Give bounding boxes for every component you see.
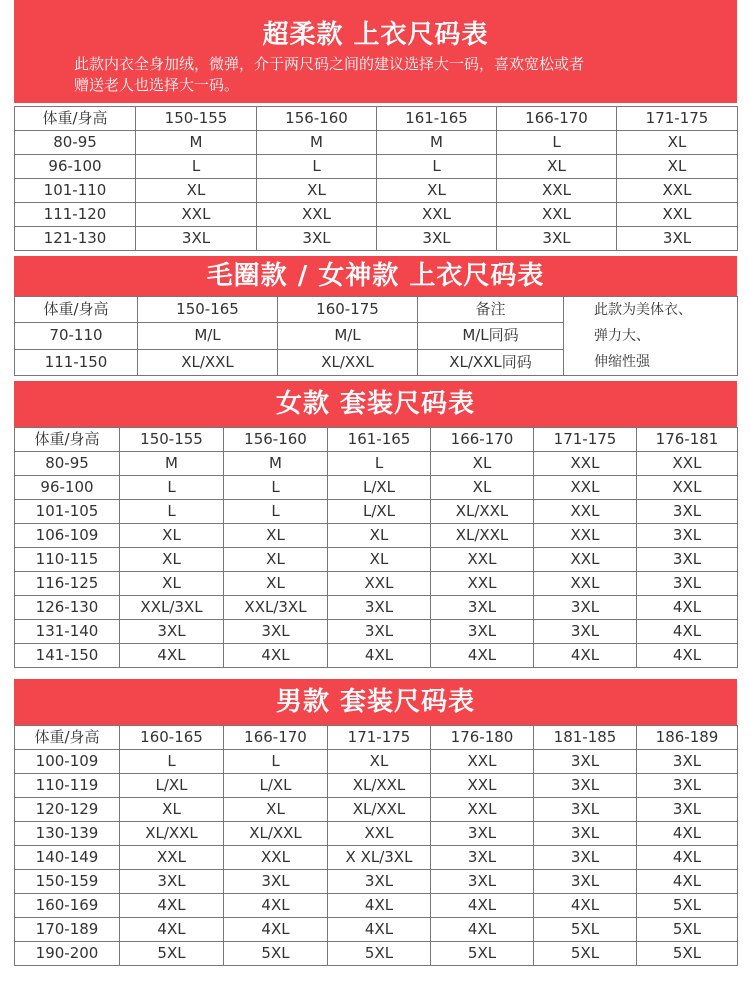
s4-size-cell: 3XL: [637, 750, 738, 774]
s4-size-cell: 5XL: [637, 918, 738, 942]
s4-size-cell: 3XL: [534, 774, 637, 798]
s1-size-cell: 3XL: [497, 227, 617, 251]
s4-size-cell: 3XL: [328, 870, 431, 894]
s1-header-row: [15, 107, 738, 131]
s3-size-cell: 4XL: [637, 596, 738, 620]
s3-row: [15, 548, 738, 572]
s3-size-cell: XXL: [534, 476, 637, 500]
s4-header-cell: 体重/身高: [15, 726, 120, 750]
s2-header-cell: 体重/身高: [15, 297, 138, 323]
s2-size-cell: XL/XXL: [138, 349, 278, 375]
s3-row: [15, 524, 738, 548]
s1-weight-cell: 96-100: [15, 155, 136, 179]
s3-header-cell: 156-160: [224, 428, 328, 452]
s2-size-cell: M/L同码: [418, 323, 564, 349]
s4-size-cell: 4XL: [431, 894, 534, 918]
s4-size-cell: 3XL: [534, 846, 637, 870]
s1-size-cell: 3XL: [136, 227, 257, 251]
s3-weight-cell: 141-150: [15, 644, 120, 668]
section-terry-top: [14, 256, 737, 376]
s3-size-cell: XL/XXL: [431, 500, 534, 524]
s3-size-cell: L/XL: [328, 476, 431, 500]
s3-size-cell: XL: [328, 524, 431, 548]
s1-row: [15, 131, 738, 155]
s1-size-cell: XXL: [617, 203, 738, 227]
s4-size-cell: 3XL: [637, 798, 738, 822]
men-set-table: [14, 725, 738, 966]
s4-weight-cell: 130-139: [15, 822, 120, 846]
s4-weight-cell: 110-119: [15, 774, 120, 798]
s3-size-cell: XL: [431, 452, 534, 476]
s4-weight-cell: 100-109: [15, 750, 120, 774]
s4-size-cell: L/XL: [224, 774, 328, 798]
s4-row: [15, 846, 738, 870]
s3-size-cell: 3XL: [431, 620, 534, 644]
s3-size-cell: XL: [224, 548, 328, 572]
s1-size-cell: M: [136, 131, 257, 155]
s3-size-cell: XXL: [328, 572, 431, 596]
s1-weight-cell: 80-95: [15, 131, 136, 155]
s3-size-cell: XL: [224, 572, 328, 596]
terry-top-table: [14, 296, 738, 376]
s3-size-cell: XL: [431, 476, 534, 500]
s3-weight-cell: 116-125: [15, 572, 120, 596]
s4-weight-cell: 170-189: [15, 918, 120, 942]
s3-size-cell: XXL: [431, 572, 534, 596]
s3-size-cell: L: [224, 500, 328, 524]
s4-size-cell: L: [224, 750, 328, 774]
s4-header-cell: 176-180: [431, 726, 534, 750]
s2-weight-cell: 70-110: [15, 323, 138, 349]
s4-size-cell: 3XL: [431, 870, 534, 894]
s1-header-cell: 161-165: [377, 107, 497, 131]
s3-size-cell: XL: [224, 524, 328, 548]
s1-size-cell: XXL: [257, 203, 377, 227]
s4-size-cell: XXL: [431, 798, 534, 822]
women-set-banner: [14, 381, 737, 427]
s4-size-cell: 3XL: [637, 774, 738, 798]
s3-size-cell: XL: [328, 548, 431, 572]
s2-header-cell: 150-165: [138, 297, 278, 323]
s3-size-cell: 3XL: [120, 620, 224, 644]
s3-size-cell: 3XL: [328, 596, 431, 620]
s1-size-cell: 3XL: [377, 227, 497, 251]
s3-size-cell: L: [328, 452, 431, 476]
s4-size-cell: 5XL: [120, 942, 224, 966]
soft-top-banner: [14, 0, 737, 103]
s4-row: [15, 774, 738, 798]
s4-size-cell: 4XL: [224, 918, 328, 942]
s4-size-cell: X XL/3XL: [328, 846, 431, 870]
s2-size-cell: M/L: [138, 323, 278, 349]
s1-header-cell: 156-160: [257, 107, 377, 131]
s4-size-cell: 3XL: [120, 870, 224, 894]
s4-size-cell: XXL: [224, 846, 328, 870]
s1-size-cell: XL: [136, 179, 257, 203]
s4-size-cell: 4XL: [120, 918, 224, 942]
s3-row: [15, 476, 738, 500]
s1-size-cell: XL: [617, 131, 738, 155]
s3-size-cell: 4XL: [120, 644, 224, 668]
s3-size-cell: 3XL: [637, 524, 738, 548]
s3-row: [15, 500, 738, 524]
s4-size-cell: 5XL: [637, 942, 738, 966]
s3-header-row: [15, 428, 738, 452]
s1-size-cell: XXL: [497, 179, 617, 203]
s2-header-row: [15, 297, 738, 323]
soft-top-title: 超柔款 上衣尺码表: [262, 20, 489, 50]
s2-note-cell: [564, 297, 738, 376]
s3-size-cell: 4XL: [328, 644, 431, 668]
s4-weight-cell: 190-200: [15, 942, 120, 966]
s1-row: [15, 227, 738, 251]
s4-size-cell: 3XL: [224, 870, 328, 894]
s3-size-cell: 4XL: [637, 620, 738, 644]
s1-header-cell: 166-170: [497, 107, 617, 131]
s4-size-cell: XXL: [431, 750, 534, 774]
s3-weight-cell: 131-140: [15, 620, 120, 644]
s3-size-cell: 3XL: [534, 596, 637, 620]
s4-size-cell: 3XL: [534, 750, 637, 774]
s3-size-cell: M: [224, 452, 328, 476]
s1-weight-cell: 121-130: [15, 227, 136, 251]
s4-size-cell: 3XL: [431, 846, 534, 870]
men-set-title: 男款 套装尺码表: [275, 687, 476, 717]
s4-row: [15, 798, 738, 822]
s4-size-cell: 3XL: [431, 822, 534, 846]
s4-size-cell: 5XL: [534, 942, 637, 966]
s3-row: [15, 596, 738, 620]
s4-size-cell: 5XL: [637, 894, 738, 918]
s3-header-cell: 176-181: [637, 428, 738, 452]
s2-weight-cell: 111-150: [15, 349, 138, 375]
s3-size-cell: 3XL: [328, 620, 431, 644]
s3-size-cell: 3XL: [637, 500, 738, 524]
s4-weight-cell: 140-149: [15, 846, 120, 870]
s3-weight-cell: 106-109: [15, 524, 120, 548]
s1-weight-cell: 111-120: [15, 203, 136, 227]
s1-row: [15, 155, 738, 179]
s4-size-cell: XL/XXL: [224, 822, 328, 846]
s3-size-cell: XXL/3XL: [120, 596, 224, 620]
s4-size-cell: 4XL: [534, 894, 637, 918]
s4-size-cell: 4XL: [431, 918, 534, 942]
s3-size-cell: 3XL: [637, 572, 738, 596]
soft-top-note: [14, 54, 737, 96]
s4-row: [15, 942, 738, 966]
s3-size-cell: XXL: [637, 452, 738, 476]
s3-size-cell: L: [120, 500, 224, 524]
s4-header-row: [15, 726, 738, 750]
s4-row: [15, 750, 738, 774]
s1-size-cell: XXL: [497, 203, 617, 227]
s1-size-cell: M: [377, 131, 497, 155]
s4-size-cell: 4XL: [637, 846, 738, 870]
soft-top-note-line2: 赠送老人也选择大一码。: [74, 76, 240, 94]
s2-size-cell: XL/XXL同码: [418, 349, 564, 375]
s3-row: [15, 644, 738, 668]
soft-top-table: [14, 106, 738, 251]
s3-header-cell: 150-155: [120, 428, 224, 452]
s3-size-cell: L: [224, 476, 328, 500]
s1-size-cell: XL: [257, 179, 377, 203]
s4-size-cell: 4XL: [637, 822, 738, 846]
s3-size-cell: 3XL: [637, 548, 738, 572]
s4-header-cell: 171-175: [328, 726, 431, 750]
s4-size-cell: 4XL: [328, 894, 431, 918]
women-set-table: [14, 427, 738, 668]
s1-size-cell: L: [257, 155, 377, 179]
s4-row: [15, 870, 738, 894]
s1-header-cell: 150-155: [136, 107, 257, 131]
s1-header-cell: 体重/身高: [15, 107, 136, 131]
s4-size-cell: XXL: [120, 846, 224, 870]
s3-size-cell: XXL: [534, 572, 637, 596]
s3-header-cell: 171-175: [534, 428, 637, 452]
s3-size-cell: 3XL: [224, 620, 328, 644]
s3-row: [15, 572, 738, 596]
terry-top-title: 毛圈款 / 女神款 上衣尺码表: [206, 261, 545, 291]
s3-header-cell: 体重/身高: [15, 428, 120, 452]
s3-weight-cell: 101-105: [15, 500, 120, 524]
s3-weight-cell: 96-100: [15, 476, 120, 500]
s4-size-cell: 5XL: [224, 942, 328, 966]
s1-row: [15, 203, 738, 227]
s3-weight-cell: 80-95: [15, 452, 120, 476]
s3-size-cell: 3XL: [534, 620, 637, 644]
s3-header-cell: 161-165: [328, 428, 431, 452]
s3-size-cell: L/XL: [328, 500, 431, 524]
s1-size-cell: M: [257, 131, 377, 155]
s1-size-cell: L: [136, 155, 257, 179]
s3-size-cell: XL: [120, 572, 224, 596]
s1-size-cell: XXL: [377, 203, 497, 227]
s4-size-cell: XL/XXL: [328, 774, 431, 798]
s3-size-cell: XXL: [637, 476, 738, 500]
s4-size-cell: XL/XXL: [120, 822, 224, 846]
s3-header-cell: 166-170: [431, 428, 534, 452]
s2-header-cell: 160-175: [278, 297, 418, 323]
s1-weight-cell: 101-110: [15, 179, 136, 203]
s3-size-cell: 4XL: [637, 644, 738, 668]
s3-weight-cell: 110-115: [15, 548, 120, 572]
s3-size-cell: XL: [120, 548, 224, 572]
s4-size-cell: XXL: [431, 774, 534, 798]
s4-size-cell: 4XL: [637, 870, 738, 894]
s4-header-cell: 166-170: [224, 726, 328, 750]
s4-size-cell: 4XL: [328, 918, 431, 942]
s3-size-cell: 4XL: [534, 644, 637, 668]
s2-note-line: 弹力大、: [594, 328, 650, 344]
s1-size-cell: L: [497, 131, 617, 155]
s4-size-cell: XL: [224, 798, 328, 822]
s1-size-cell: XXL: [617, 179, 738, 203]
women-set-title: 女款 套装尺码表: [275, 389, 476, 419]
s2-note-line: 此款为美体衣、: [594, 302, 692, 318]
s3-size-cell: XXL: [534, 548, 637, 572]
s1-size-cell: 3XL: [617, 227, 738, 251]
s2-size-cell: XL/XXL: [278, 349, 418, 375]
s4-size-cell: 4XL: [120, 894, 224, 918]
s3-size-cell: XXL/3XL: [224, 596, 328, 620]
s3-size-cell: XXL: [534, 500, 637, 524]
s1-size-cell: XL: [377, 179, 497, 203]
s4-size-cell: XL/XXL: [328, 798, 431, 822]
s3-size-cell: XXL: [431, 548, 534, 572]
s3-size-cell: L: [120, 476, 224, 500]
s4-weight-cell: 160-169: [15, 894, 120, 918]
s2-header-cell: 备注: [418, 297, 564, 323]
s4-size-cell: 4XL: [224, 894, 328, 918]
s1-header-cell: 171-175: [617, 107, 738, 131]
s4-size-cell: XL: [328, 750, 431, 774]
s4-header-cell: 160-165: [120, 726, 224, 750]
s1-size-cell: XXL: [136, 203, 257, 227]
terry-top-banner: [14, 256, 737, 296]
s4-header-cell: 186-189: [637, 726, 738, 750]
s4-weight-cell: 120-129: [15, 798, 120, 822]
s4-header-cell: 181-185: [534, 726, 637, 750]
s4-row: [15, 918, 738, 942]
s4-row: [15, 822, 738, 846]
s1-size-cell: L: [377, 155, 497, 179]
s4-size-cell: 3XL: [534, 870, 637, 894]
s3-size-cell: M: [120, 452, 224, 476]
s2-note-line: 伸缩性强: [594, 354, 650, 370]
s1-size-cell: XL: [617, 155, 738, 179]
s2-size-cell: M/L: [278, 323, 418, 349]
s3-size-cell: XXL: [534, 452, 637, 476]
s4-size-cell: XXL: [328, 822, 431, 846]
s3-size-cell: 3XL: [431, 596, 534, 620]
s4-row: [15, 894, 738, 918]
s3-size-cell: 4XL: [431, 644, 534, 668]
s4-size-cell: 3XL: [534, 798, 637, 822]
s4-size-cell: L: [120, 750, 224, 774]
section-soft-top: [14, 0, 737, 251]
s3-row: [15, 452, 738, 476]
section-men-set: [14, 679, 737, 966]
s3-weight-cell: 126-130: [15, 596, 120, 620]
s1-size-cell: 3XL: [257, 227, 377, 251]
s4-size-cell: 5XL: [431, 942, 534, 966]
section-women-set: [14, 381, 737, 668]
s4-size-cell: 3XL: [534, 822, 637, 846]
s3-size-cell: XL/XXL: [431, 524, 534, 548]
s4-size-cell: 5XL: [534, 918, 637, 942]
s3-size-cell: XXL: [534, 524, 637, 548]
s3-row: [15, 620, 738, 644]
s3-size-cell: XL: [120, 524, 224, 548]
s4-weight-cell: 150-159: [15, 870, 120, 894]
s4-size-cell: XL: [120, 798, 224, 822]
soft-top-note-line1: 此款内衣全身加绒，微弹，介于两尺码之间的建议选择大一码，喜欢宽松或者: [74, 55, 585, 73]
s1-row: [15, 179, 738, 203]
s4-size-cell: L/XL: [120, 774, 224, 798]
s4-size-cell: 5XL: [328, 942, 431, 966]
s1-size-cell: XL: [497, 155, 617, 179]
s3-size-cell: 4XL: [224, 644, 328, 668]
men-set-banner: [14, 679, 737, 725]
